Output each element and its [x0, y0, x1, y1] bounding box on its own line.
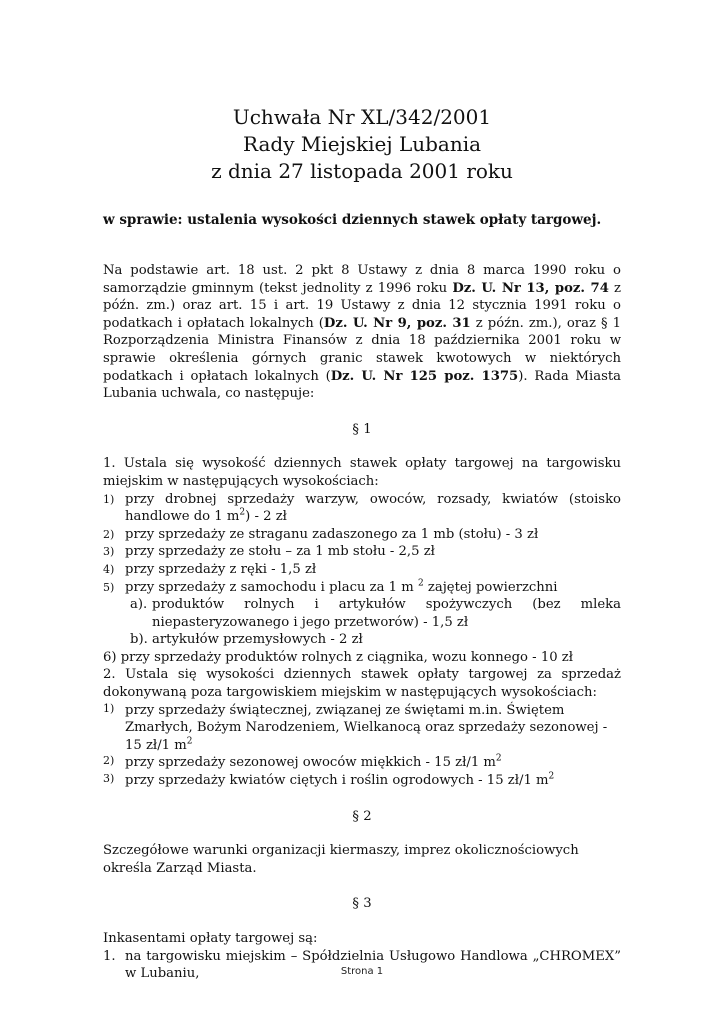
- section-2-text: Szczegółowe warunki organizacji kiermaszy, imprez okolicznościowych określa Zarząd Miasta.: [103, 843, 579, 876]
- sub-list-item: b). artykułów przemysłowych - 2 zł: [130, 632, 363, 648]
- section-1-intro: 1. Ustala się wysokość dziennych stawek opłaty targowej na targowisku miejskim w następujących wysokościach:: [103, 456, 621, 489]
- list-item: 5) przy sprzedaży z samochodu i placu za 1 m $^2$ zajętej powierzchni: [103, 578, 558, 595]
- sub-list-item: a). produktów rolnych i artykułów spożywczych (bez mleka niepasteryzowanego i jego przetworów) - 1,5 zł: [130, 597, 621, 630]
- document-body: [103, 262, 621, 983]
- preamble: Na podstawie art. 18 ust. 2 pkt 8 Ustawy z dnia 8 marca 1990 roku o samorządzie gminnym (tekst jednolity z 1996 roku Dz. U. Nr 13, poz. 74 z późn. zm.) oraz art. 15 i art. 19 Ustawy z dnia 12 stycznia 1991 roku o podatkach i opłatach lokalnych (Dz. U. Nr 9, poz. 31 z późn. zm.), oraz § 1 Rozporządzenia Ministra Finansów z dnia 18 października 2001 roku w sprawie określenia górnych granic stawek kwotowych w niektórych podatkach i opłatach lokalnych (Dz. U. Nr 125 poz. 1375). Rada Miasta Lubania uchwala, co następuje:: [103, 263, 621, 402]
- section-3-intro: Inkasentami opłaty targowej są:: [103, 931, 318, 946]
- list-item: 4) przy sprzedaży z ręki - 1,5 zł: [103, 561, 317, 577]
- section-1-intro-2: 2. Ustala się wysokości dziennych stawek opłaty targowej za sprzedaż dokonywaną poza targowiskiem miejskim w następujących wysokościach:: [103, 667, 621, 701]
- list-item: 3) przy sprzedaży ze stołu – za 1 mb stołu - 2,5 zł: [103, 544, 435, 560]
- title-line-2: Rady Miejskiej Lubania: [242, 132, 482, 156]
- section-2-heading: § 2: [352, 808, 372, 824]
- list-item: 3) przy sprzedaży kwiatów ciętych i roślin ogrodowych - 15 zł/1 $m^2$: [103, 771, 555, 789]
- title-line-1: Uchwała Nr XL/342/2001: [232, 105, 492, 129]
- resolution-title: [0, 104, 724, 185]
- list-item: 1) przy sprzedaży świątecznej, związanej ze świętami m.in. Świętem Zmarłych, Bożym Narodzeniem, Wielkanocą oraz sprzedaży sezonowej - 15 zł/1 $m^2$: [103, 701, 608, 753]
- section-1-heading: § 1: [352, 421, 372, 437]
- list-item: 2) przy sprzedaży sezonowej owoców miękkich - 15 zł/1 $m^2$: [103, 754, 502, 771]
- section-3-heading: § 3: [352, 896, 372, 912]
- list-item: 1) przy drobnej sprzedaży warzyw, owoców, rozsady, kwiatów (stoisko handlowe do 1 $m^2) - 2$ zł: [103, 491, 621, 525]
- list-item: 2) przy sprzedaży ze straganu zadaszonego za 1 mb (stołu) - 3 zł: [103, 526, 539, 542]
- title-line-3: z dnia 27 listopada 2001 roku: [211, 159, 513, 183]
- page-number: Strona 1: [340, 966, 384, 977]
- list-item: 1. na targowisku miejskim – Spółdzielnia Usługowo Handlowa „CHROMEX” w Lubaniu,: [103, 948, 621, 982]
- resolution-subject: w sprawie: ustalenia wysokości dziennych stawek opłaty targowej.: [103, 212, 602, 228]
- list-item-6: 6) przy sprzedaży produktów rolnych z ciągnika, wozu konnego - 10 zł: [103, 649, 574, 665]
